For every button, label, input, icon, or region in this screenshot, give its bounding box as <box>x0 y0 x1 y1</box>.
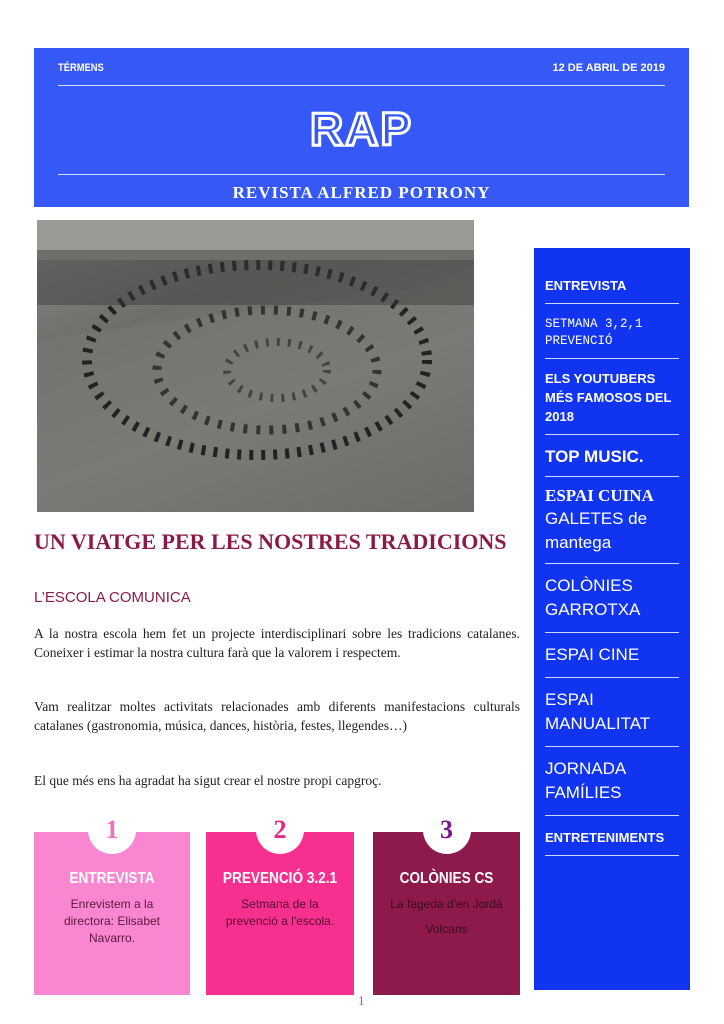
article-paragraph: El que més ens ha agradat ha sigut crear el nostre propi capgroç. <box>34 773 382 788</box>
article-kicker: L’ESCOLA COMUNICA <box>34 589 191 606</box>
article-paragraph: Vam realitzar moltes activitats relacionades amb diferents manifestacions culturals catalanes (gastronomia, música, dances, història, festes, llegendes…) <box>34 699 520 733</box>
card-title: ENTREVISTA <box>69 870 155 887</box>
sidebar-index <box>534 248 690 990</box>
issue-date: 12 DE ABRIL DE 2019 <box>552 62 665 74</box>
sidebar-item-entreteniments[interactable]: ENTRETENIMENTS <box>545 816 679 856</box>
sidebar-item-cine[interactable]: ESPAI CINE <box>545 633 679 678</box>
sidebar-item-espai-cuina[interactable] <box>545 477 679 564</box>
card-title: COLÒNIES CS <box>399 870 494 887</box>
card-text: La fageda d'en Jordà <box>390 897 503 911</box>
card-text: Setmana de la prevenció a l'escola. <box>225 897 335 928</box>
sidebar-item-youtubers[interactable]: ELS YOUTUBERS MÉS FAMOSOS DEL 2018 <box>545 359 679 435</box>
feature-card[interactable] <box>34 815 190 995</box>
page-number: 1 <box>358 993 365 1008</box>
sidebar-item-sub: GALETES de mantega <box>545 509 648 552</box>
sidebar-item-label: ESPAI CUINA <box>545 486 654 505</box>
card-number: 3 <box>423 806 471 854</box>
feature-card[interactable] <box>373 815 520 995</box>
article-title: UN VIATGE PER LES NOSTRES TRADICIONS <box>34 529 507 554</box>
sidebar-item-manualitat[interactable]: ESPAI MANUALITAT <box>545 678 679 747</box>
card-number: 2 <box>256 806 304 854</box>
divider <box>58 174 665 175</box>
article-paragraph: A la nostra escola hem fet un projecte interdisciplinari sobre les tradicions catalanes. Coneixer i estimar la nostra cultura farà que la valorem i respectem. <box>34 626 520 660</box>
divider <box>58 85 665 86</box>
location: TÉRMENS <box>58 62 104 74</box>
card-title: PREVENCIÓ 3.2.1 <box>222 870 338 887</box>
card-text: Volcans <box>425 922 468 936</box>
card-text: Enrevistem a la directora: Elisabet Navarro. <box>63 897 161 945</box>
sidebar-item-entrevista[interactable]: ENTREVISTA <box>545 248 679 304</box>
masthead <box>34 48 689 207</box>
dancers-photo-illustration <box>37 220 474 512</box>
article-photo <box>37 220 474 512</box>
feature-card[interactable] <box>206 815 354 995</box>
sidebar-item-colonies[interactable]: COLÒNIES GARROTXA <box>545 564 679 633</box>
logo: RAP <box>309 103 414 155</box>
sidebar-item-top-music[interactable]: TOP MUSIC. <box>545 435 679 477</box>
card-number: 1 <box>88 806 136 854</box>
sidebar-item-setmana[interactable]: SETMANA 3,2,1 PREVENCIÓ <box>545 304 679 359</box>
magazine-subtitle: REVISTA ALFRED POTRONY <box>232 183 491 202</box>
sidebar-item-families[interactable]: JORNADA FAMÍLIES <box>545 747 679 816</box>
